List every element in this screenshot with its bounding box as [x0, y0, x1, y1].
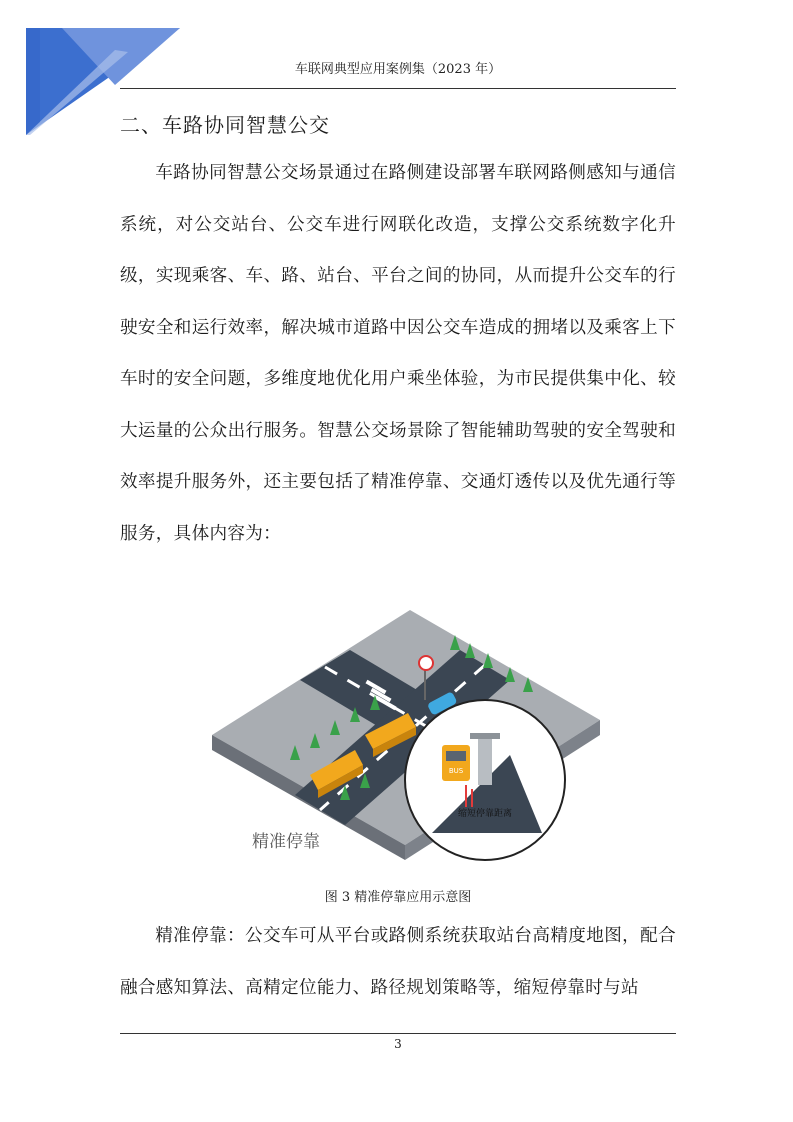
callout-label: 缩短停靠距离: [457, 809, 513, 819]
running-header: 车联网典型应用案例集（2023 年）: [294, 62, 502, 77]
header-rule: [120, 88, 676, 89]
footer-rule: [120, 1033, 676, 1034]
body-paragraph: 车路协同智慧公交场景通过在路侧建设部署车联网路侧感知与通信系统，对公交站台、公交车进行网联化改造，支撑公交系统数字化升级，实现乘客、车、路、站台、平台之间的协同，从而提升公交车的行驶安全和运行效率，解决城市道路中因公交车造成的拥堵以及乘客上下车时的安全问题，多维度地优化用户乘坐体验，为市民提供集中化、较大运量的公众出行服务。智慧公交场景除了智能辅助驾驶的安全驾驶和效率提升服务外，还主要包括了精准停靠、交通灯透传以及优先通行等服务，具体内容为：: [120, 163, 676, 544]
body-paragraph: 精准停靠：公交车可从平台或路侧系统获取站台高精度地图，配合融合感知算法、高精定位能力、路径规划策略等，缩短停靠时与站: [120, 926, 676, 998]
figure-label: 精准停靠: [252, 832, 320, 852]
page-number: 3: [394, 1037, 402, 1051]
section-heading: 二、车路协同智慧公交: [120, 113, 330, 137]
bus-sign: BUS: [448, 767, 464, 775]
precise-docking-illustration: [170, 575, 630, 865]
figure-caption: 图 3 精准停靠应用示意图: [324, 890, 472, 905]
